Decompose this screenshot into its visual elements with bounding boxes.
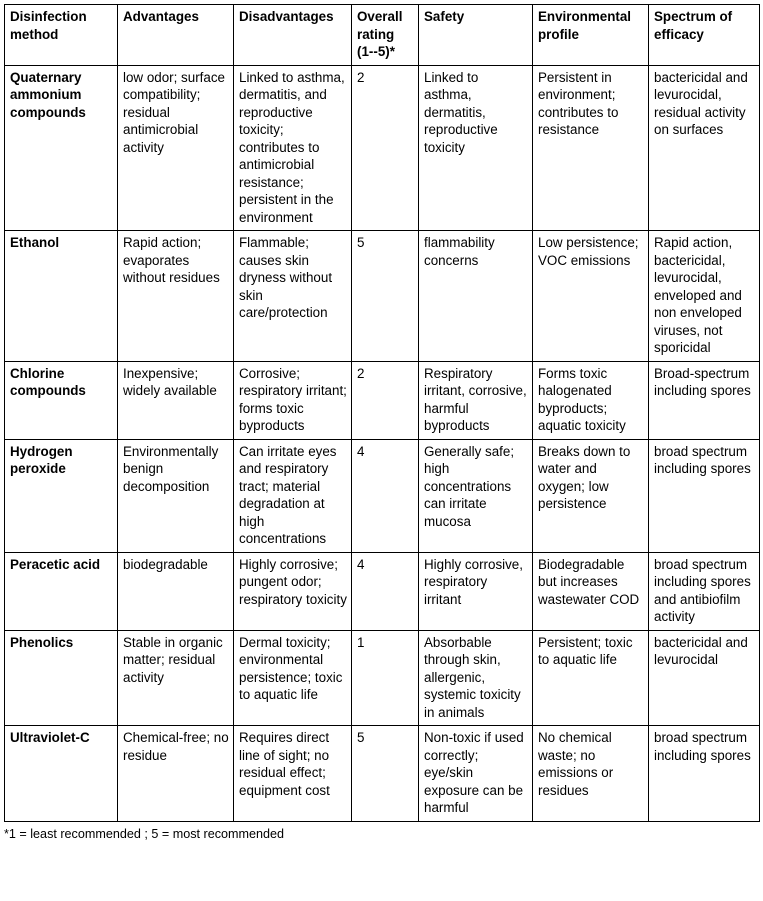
table-row: [5, 231, 760, 362]
cell-environmental: Persistent; toxic to aquatic life: [533, 630, 649, 726]
cell-advantages: Chemical-free; no residue: [118, 726, 234, 822]
table-footnote: *1 = least recommended ; 5 = most recommended: [4, 826, 285, 841]
header-spectrum-of-efficacy: Spectrum of efficacy: [649, 5, 760, 66]
header-advantages: Advantages: [118, 5, 234, 66]
cell-method: Hydrogen peroxide: [5, 439, 118, 552]
cell-rating: 1: [352, 630, 419, 726]
table-row: [5, 726, 760, 822]
cell-advantages: Stable in organic matter; residual activity: [118, 630, 234, 726]
cell-rating: 2: [352, 65, 419, 231]
cell-method: Quaternary ammonium compounds: [5, 65, 118, 231]
disinfection-comparison-table: [4, 4, 760, 822]
cell-environmental: Low persistence; VOC emissions: [533, 231, 649, 362]
cell-spectrum: Rapid action, bactericidal, levurocidal, enveloped and non enveloped viruses, not sporicidal: [649, 231, 760, 362]
cell-spectrum: broad spectrum including spores: [649, 726, 760, 822]
cell-disadvantages: Requires direct line of sight; no residual effect; equipment cost: [234, 726, 352, 822]
cell-safety: Absorbable through skin, allergenic, systemic toxicity in animals: [419, 630, 533, 726]
cell-disadvantages: Highly corrosive; pungent odor; respiratory toxicity: [234, 552, 352, 630]
cell-disadvantages: Can irritate eyes and respiratory tract; material degradation at high concentrations: [234, 439, 352, 552]
cell-environmental: Biodegradable but increases wastewater COD: [533, 552, 649, 630]
table-row: [5, 439, 760, 552]
cell-method: Chlorine compounds: [5, 361, 118, 439]
cell-safety: Respiratory irritant, corrosive, harmful byproducts: [419, 361, 533, 439]
cell-advantages: Rapid action; evaporates without residues: [118, 231, 234, 362]
cell-method: Ethanol: [5, 231, 118, 362]
table-header-row: [5, 5, 760, 66]
cell-environmental: Breaks down to water and oxygen; low persistence: [533, 439, 649, 552]
cell-disadvantages: Corrosive; respiratory irritant; forms toxic byproducts: [234, 361, 352, 439]
table-row: [5, 361, 760, 439]
header-disadvantages: Disadvantages: [234, 5, 352, 66]
document-page: [4, 4, 759, 842]
table-row: [5, 552, 760, 630]
cell-spectrum: broad spectrum including spores and antibiofilm activity: [649, 552, 760, 630]
cell-safety: Highly corrosive, respiratory irritant: [419, 552, 533, 630]
cell-advantages: Inexpensive; widely available: [118, 361, 234, 439]
table-row: [5, 630, 760, 726]
cell-environmental: Forms toxic halogenated byproducts; aquatic toxicity: [533, 361, 649, 439]
cell-rating: 4: [352, 552, 419, 630]
cell-rating: 4: [352, 439, 419, 552]
cell-rating: 2: [352, 361, 419, 439]
cell-safety: Generally safe; high concentrations can irritate mucosa: [419, 439, 533, 552]
header-disinfection-method: Disinfection method: [5, 5, 118, 66]
cell-spectrum: bactericidal and levurocidal: [649, 630, 760, 726]
header-safety: Safety: [419, 5, 533, 66]
cell-rating: 5: [352, 726, 419, 822]
cell-method: Peracetic acid: [5, 552, 118, 630]
cell-spectrum: Broad-spectrum including spores: [649, 361, 760, 439]
cell-spectrum: broad spectrum including spores: [649, 439, 760, 552]
table-row: [5, 65, 760, 231]
cell-environmental: No chemical waste; no emissions or residues: [533, 726, 649, 822]
header-environmental-profile: Environmental profile: [533, 5, 649, 66]
cell-environmental: Persistent in environment; contributes to resistance: [533, 65, 649, 231]
cell-advantages: Environmentally benign decomposition: [118, 439, 234, 552]
cell-advantages: low odor; surface compatibility; residual antimicrobial activity: [118, 65, 234, 231]
cell-safety: Linked to asthma, dermatitis, reproductive toxicity: [419, 65, 533, 231]
cell-disadvantages: Flammable; causes skin dryness without skin care/protection: [234, 231, 352, 362]
cell-rating: 5: [352, 231, 419, 362]
cell-disadvantages: Dermal toxicity; environmental persistence; toxic to aquatic life: [234, 630, 352, 726]
cell-safety: flammability concerns: [419, 231, 533, 362]
cell-method: Phenolics: [5, 630, 118, 726]
cell-safety: Non-toxic if used correctly; eye/skin exposure can be harmful: [419, 726, 533, 822]
header-overall-rating: Overall rating (1--5)*: [352, 5, 419, 66]
cell-advantages: biodegradable: [118, 552, 234, 630]
cell-spectrum: bactericidal and levurocidal, residual activity on surfaces: [649, 65, 760, 231]
cell-method: Ultraviolet-C: [5, 726, 118, 822]
cell-disadvantages: Linked to asthma, dermatitis, and reproductive toxicity; contributes to antimicrobial resistance; persistent in the environment: [234, 65, 352, 231]
